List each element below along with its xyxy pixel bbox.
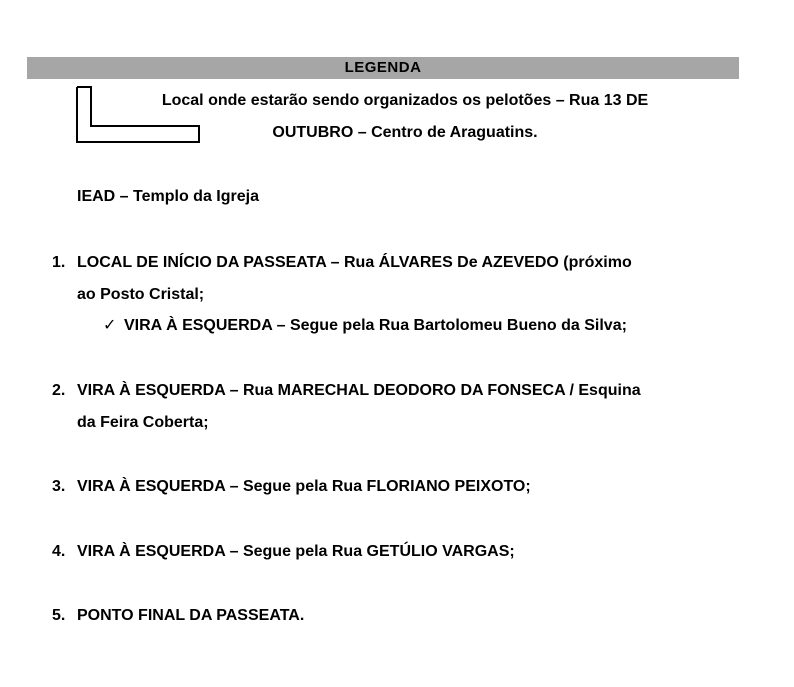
item-3-line1: VIRA À ESQUERDA – Segue pela Rua FLORIANO PEIXOTO; xyxy=(77,478,531,495)
legend-header: LEGENDA xyxy=(27,57,739,79)
item-number-5: 5. xyxy=(52,607,66,624)
item-5-line1: PONTO FINAL DA PASSEATA. xyxy=(77,607,305,624)
item-1-line2: ao Posto Cristal; xyxy=(77,286,205,303)
legend-description-line2: OUTUBRO – Centro de Araguatins. xyxy=(272,124,538,141)
item-number-4: 4. xyxy=(52,543,66,560)
item-number-3: 3. xyxy=(52,478,66,495)
item-2-line2: da Feira Coberta; xyxy=(77,414,209,431)
item-number-2: 2. xyxy=(52,382,66,399)
legend-description-line1: Local onde estarão sendo organizados os pelotões – Rua 13 DE xyxy=(161,92,649,109)
check-icon: ✓ xyxy=(103,315,117,334)
item-number-1: 1. xyxy=(52,254,66,271)
item-2-line1: VIRA À ESQUERDA – Rua MARECHAL DEODORO DA FONSECA / Esquina xyxy=(77,382,641,399)
item-4-line1: VIRA À ESQUERDA – Segue pela Rua GETÚLIO VARGAS; xyxy=(77,543,515,560)
item-1-line1: LOCAL DE INÍCIO DA PASSEATA – Rua ÁLVARES De AZEVEDO (próximo xyxy=(77,254,632,271)
iead-label: IEAD – Templo da Igreja xyxy=(77,188,259,205)
item-1-subitem: VIRA À ESQUERDA – Segue pela Rua Bartolomeu Bueno da Silva; xyxy=(124,317,627,334)
